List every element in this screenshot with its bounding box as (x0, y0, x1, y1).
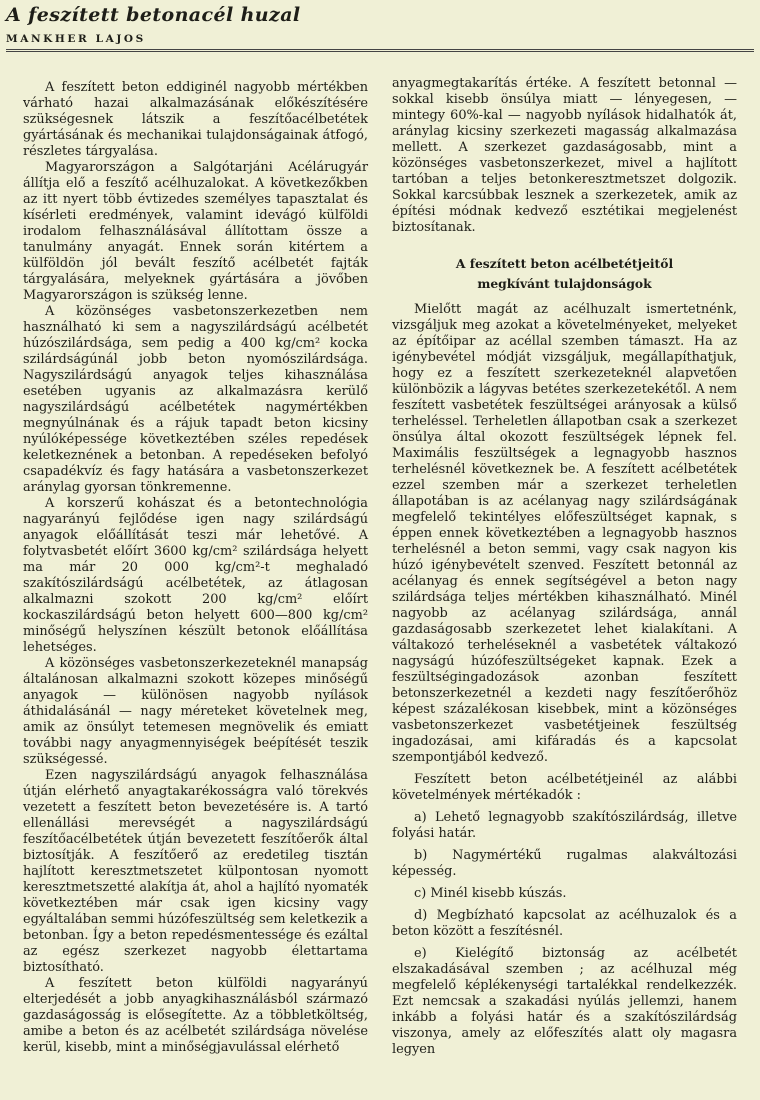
requirement-item: b) Nagymértékű rugalmas alakváltozási képesség. (392, 848, 737, 879)
section-heading-line: megkívánt tulajdonságok (477, 276, 652, 291)
header-rule (6, 49, 754, 50)
paragraph: A korszerű kohászat és a betontechnológia nagyarányú fejlődése igen nagy szilárdságú anyagok előállítását teszi már lehetővé. A folytvasbetét előírt 3600 kg/cm² szilárdsága helyett ma már 20 000 kg/cm²-t meghaladó szakítószilárdságú acélbetétek, az átlagosan alkalmazni szokott 200 kg/cm² előírt kockaszilárdságú beton helyett 600—800 kg/cm² minőségű helyszínen készült betonok előállítása lehetséges. (23, 496, 368, 655)
paragraph: A feszített beton eddiginél nagyobb mértékben várható hazai alkalmazásának előkészítésére szükségesnek látszik a feszítőacélbetétek gyártásának és mechanikai tulajdonságainak átfogó, részletes tárgyalása. (23, 80, 368, 159)
paragraph: Ezen nagyszilárdságú anyagok felhasználása útján elérhető anyagtakarékosságra való törekvés vezetett a feszített beton bevezetésére is. A tartó ellenállási merevségét a nagyszilárdságú feszítőacélbetétek útján bevezetett feszítőerők által biztosítják. A feszítőerő az eredetileg tisztán hajlított keresztmetszetet külpontosan nyomott keresztmetszetté alakítja át, ahol a hajlító nyomaték következtében már csak igen kicsiny vagy egyáltalában semmi húzófeszültség sem keletkezik a betonban. Így a beton repedésmentessége és ezáltal az egész szerkezet nagyobb élettartama biztosítható. (23, 768, 368, 975)
paragraph-continuation: anyagmegtakarítás értéke. A feszített betonnal — sokkal kisebb önsúlya miatt — lényegesen, — mintegy 60%-kal — nagyobb nyílások hidalhatók át, aránylag kicsiny szerkezeti magasság alkalmazása mellett. A szerkezet gazdaságosabb, mint a közönséges vasbetonszerkezet, mivel a hajlított tartóban a teljes betonkeresztmetszet dolgozik. Sokkal karcsúbbak lesznek a szerkezetek, amik az építési módnak kedvező esztétikai megjelenést biztosítanak. (392, 76, 737, 235)
requirement-item: a) Lehető legnagyobb szakítószilárdság, illetve folyási határ. (392, 810, 737, 841)
paragraph: A közönséges vasbetonszerkezetben nem használható ki sem a nagyszilárdságú acélbetét húzószilárdsága, sem pedig a 400 kg/cm² kocka szilárdságúnál jobb beton nyomószilárdsága. Nagyszilárdságú anyagok teljes kihasználása esetében ugyanis az alkalmazásra kerülő nagyszilárdságú acélbetétek nagymértékben megnyúlnának és a rájuk tapadt beton kicsiny nyúlóképessége következtében széles repedések keletkeznének a betonban. A repedéseken befolyó csapadékvíz és fagy hatására a vasbetonszerkezet aránylag gyorsan tönkremenne. (23, 304, 368, 495)
paragraph: A közönséges vasbetonszerkezeteknél manapság általánosan alkalmazni szokott közepes minőségű anyagok — különösen nagyobb nyílások áthidalásánál — nagy méreteket követelnek meg, amik az önsúlyt tetemesen megnövelik és emiatt további nagy anyagmennyiségek beépítését teszik szükségessé. (23, 656, 368, 767)
right-column (392, 76, 737, 1058)
header-rule-double (6, 51, 754, 52)
left-column (23, 80, 368, 1056)
requirement-item: d) Megbízható kapcsolat az acélhuzalok és a beton között a feszítésnél. (392, 908, 737, 939)
paragraph: Mielőtt magát az acélhuzalt ismertetnénk, vizsgáljuk meg azokat a követelményeket, melyeket az építőipar az acéllal szemben támaszt. Ha az igénybevétel módját vizsgáljuk, megállapíthatjuk, hogy ez a feszített szerkezeteknél alapvetően különbözik a lágyvas betétes szerkezetekétől. A nem feszített vasbetétek feszültségei arányosak a külső terheléssel. Terheletlen állapotban csak a szerkezet önsúlya által okozott feszültségek lépnek fel. Maximális feszültségek a legnagyobb hasznos terhelésnél következnek be. A feszített acélbetétek ezzel szemben már a szerkezet terheletlen állapotában is az acélanyag nagy szilárdságának megfelelő tekintélyes előfeszültséget kapnak, s éppen ennek következtében a legnagyobb hasznos terhelésnél a beton semmi, vagy csak nagyon kis húzó igénybevételt szenved. Feszített betonnál az acélanyag és ennek segítségével a beton nagy szilárdsága teljes mértékben kihasználható. Minél nagyobb az acélanyag szilárdsága, annál gazdaságosabb szerkezetet lehet kialakítani. A váltakozó terheléseknél a vasbetétek váltakozó nagyságú húzófeszültségeket kapnak. Ezek a feszültségingadozások azonban feszített betonszerkezetnél a kezdeti nagy feszítőerőhöz képest százalékosan kisebbek, mint a közönséges vasbetonszerkezet vasbetétjeinek feszültség ingadozásai, ami kifáradás és a kapcsolat szempontjából kedvező. (392, 302, 737, 765)
article-title: A feszített betonacél huzal (6, 4, 301, 26)
paragraph: Magyarországon a Salgótarjáni Acélárugyár állítja elő a feszítő acélhuzalokat. A következőkben az itt nyert több évtizedes személyes tapasztalat és kísérleti eredmények, valamint idevágó külföldi irodalom felhasználásával állítottam össze a tanulmány anyagát. Ennek során kitértem a külföldön jól bevált feszítő acélbetét fajták tárgyalására, melyeknek gyártására a jövőben Magyarországon is szükség lenne. (23, 160, 368, 303)
requirement-item: e) Kielégítő biztonság az acélbetét elszakadásával szemben ; az acélhuzal még megfelelő képlékenységi tartalékkal rendelkezzék. Ezt nemcsak a szakadási nyúlás jellemzi, hanem inkább a folyási határ és a szakítószilárdság viszonya, amely az előfeszítés alatt oly magasra legyen (392, 946, 737, 1057)
article-author: MANKHER LAJOS (6, 33, 146, 45)
paragraph: Feszített beton acélbetétjeinél az alábbi követelmények mértékadók : (392, 772, 737, 803)
requirement-item: c) Minél kisebb kúszás. (414, 886, 567, 901)
paragraph: A feszített beton külföldi nagyarányú elterjedését a jobb anyagkihasználásból származó gazdaságosság is elősegítette. Az a többletköltség, amibe a beton és az acélbetét szilárdsága növelése kerül, kisebb, mint a minőségjavulással elérhető (23, 976, 368, 1055)
section-heading-line: A feszített beton acélbetétjeitől (455, 256, 674, 271)
section-heading (392, 254, 737, 294)
